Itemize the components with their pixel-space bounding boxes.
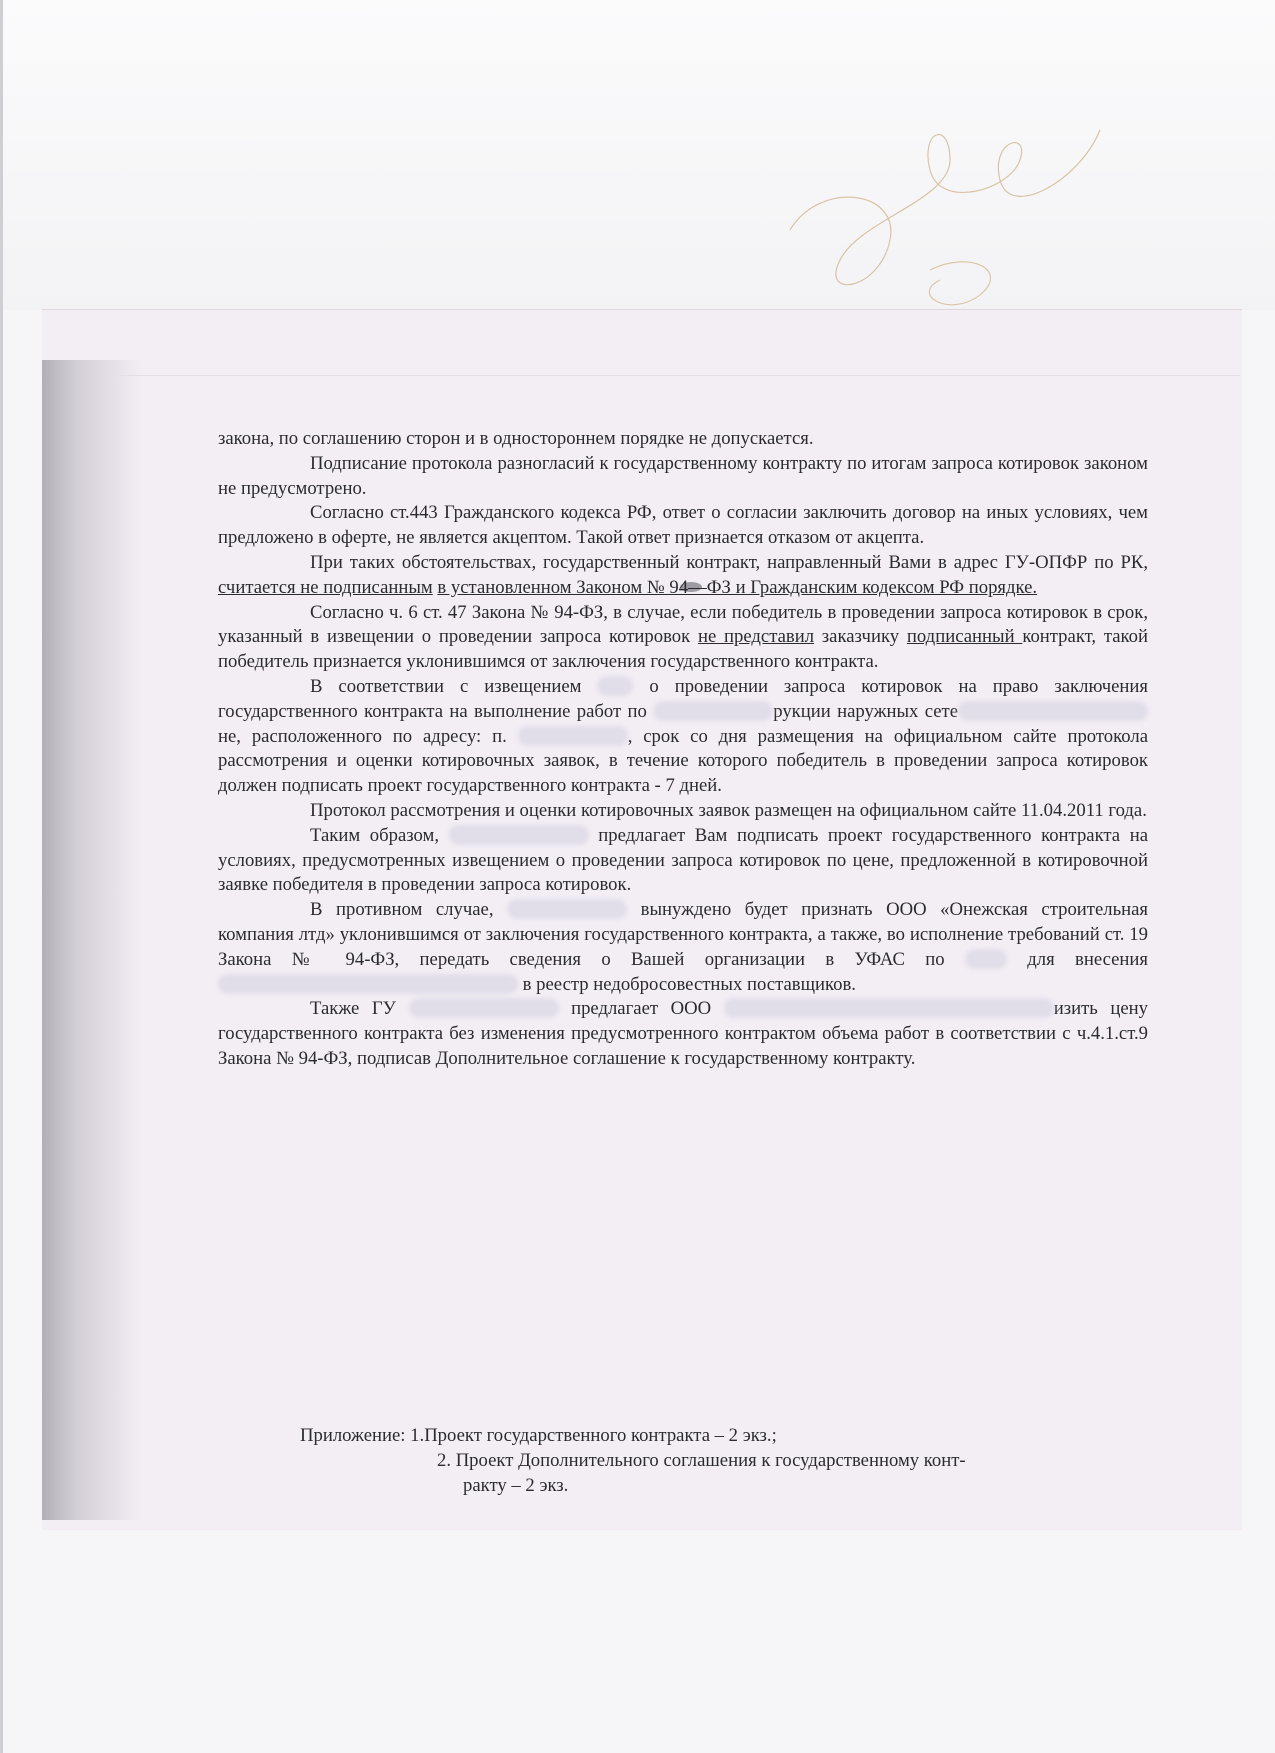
appendix-item-2a: 2. Проект Дополнительного соглашения к государственному конт- xyxy=(437,1449,966,1471)
paragraph-p2 xyxy=(218,452,1148,502)
sheet-top-line xyxy=(120,375,1240,376)
scan-left-edge xyxy=(0,0,3,1753)
redacted-blur xyxy=(507,899,627,919)
text-run: в реестр недобросовестных поставщиков. xyxy=(518,973,856,995)
text-run: рукции наружных сете xyxy=(773,700,958,722)
redacted-blur xyxy=(958,701,1148,721)
hair-strand-artifact xyxy=(780,120,1110,320)
appendix-line-2 xyxy=(300,1449,1120,1474)
text-run: предлагает Вам подписать проект государственного контракта на условиях, предусмотренных извещением о проведении запроса котировок по цене, предложенной в котировочной заявке победителя в проведении запроса котировок. xyxy=(218,824,1149,896)
appendix-line-3 xyxy=(300,1474,1120,1499)
underlined-text: в установленном Законом № 94—ФЗ и Гражданским кодексом РФ порядке. xyxy=(437,576,1038,598)
text-run: вынуждено будет признать ООО «Онежская строительная компания лтд» уклонившимся от заключения государственного контракта, а также, во исполнение требований ст. 19 Закона № 94-ФЗ, передать сведения о Вашей организации в УФАС по xyxy=(218,899,1148,970)
underlined-text: не представил xyxy=(697,626,815,648)
text-run: Протокол рассмотрения и оценки котировочных заявок размещен на официальном сайте 11.04.2011 года. xyxy=(310,799,1147,821)
paragraph-p5 xyxy=(218,601,1148,675)
text-run: При таких обстоятельствах, государственный контракт, направленный Вами в адрес ГУ-ОПФР по РК, xyxy=(310,551,1148,573)
text-run: предлагает ООО xyxy=(558,998,724,1020)
text-run: Согласно ч. 6 ст. 47 Закона № 94-ФЗ, в случае, если победитель в проведении запроса котировок в срок, указанный в извещении о проведении запроса котировок xyxy=(218,601,1148,648)
paragraph-p8 xyxy=(218,824,1148,898)
scan-shadow xyxy=(42,360,142,1520)
redacted-blur xyxy=(724,998,1054,1018)
paragraph-p6 xyxy=(218,675,1148,799)
text-run: закона, по соглашению сторон и в одностороннем порядке не допускается. xyxy=(218,428,814,449)
text-run: не, расположенного по адресу: п. xyxy=(218,725,518,747)
appendix-item-2b: ракту – 2 экз. xyxy=(463,1474,569,1496)
paragraph-p3 xyxy=(218,501,1148,551)
text-run: В противном случае, xyxy=(310,899,508,921)
text-run: для внесения xyxy=(1006,948,1148,970)
appendix-line-1 xyxy=(300,1424,1120,1449)
redacted-blur xyxy=(449,825,589,845)
paragraph-p1 xyxy=(218,427,1148,452)
text-run: заказчику xyxy=(814,626,907,648)
redacted-blur xyxy=(965,949,1007,969)
text-run: , срок со дня размещения на официальном сайте протокола рассмотрения и оценки котировочных заявок, в течение которого победитель в проведении запроса котировок должен подписать проект государственного контракта - 7 дней. xyxy=(218,725,1149,797)
text-run: Согласно ст.443 Гражданского кодекса РФ, ответ о согласии заключить договор на иных условиях, чем предложено в оферте, не является акцептом. Такой ответ признается отказом от акцепта. xyxy=(218,502,1148,549)
redacted-blur xyxy=(653,701,773,721)
paragraph-p4 xyxy=(218,551,1148,601)
appendix-block xyxy=(300,1424,1120,1498)
redacted-blur xyxy=(218,974,518,994)
underlined-text: подписанный xyxy=(906,626,1023,648)
text-run: Таким образом, xyxy=(310,824,449,846)
text-run: изить цену государственного контракта без изменения предусмотренного контрактом объема работ в соответствии с ч.4.1.ст.9 Закона № 94-ФЗ, подписав Дополнительное соглашение к государственному контракту. xyxy=(218,998,1148,1069)
text-run: контракт, такой победитель признается уклонившимся от заключения государственного контракта. xyxy=(218,626,1148,673)
letter-body xyxy=(218,427,1148,1072)
text-run: Также ГУ xyxy=(310,998,409,1020)
underlined-text: считается не подписанным xyxy=(218,576,433,598)
text-run: о проведении запроса котировок на право заключения государственного контракта на выполнение работ по xyxy=(218,675,1148,722)
paragraph-p7 xyxy=(218,799,1148,824)
appendix-label: Приложение: xyxy=(300,1425,406,1446)
text-run: В соответствии с извещением xyxy=(310,675,598,697)
paragraph-p10 xyxy=(218,997,1148,1071)
redacted-blur xyxy=(597,676,633,696)
paragraph-p9 xyxy=(218,898,1148,997)
text-run: Подписание протокола разногласий к государственному контракту по итогам запроса котировок законом не предусмотрено. xyxy=(218,452,1148,499)
appendix-item-1: 1.Проект государственного контракта – 2 экз.; xyxy=(410,1425,777,1446)
redacted-blur xyxy=(409,998,559,1018)
redacted-blur xyxy=(518,726,628,746)
